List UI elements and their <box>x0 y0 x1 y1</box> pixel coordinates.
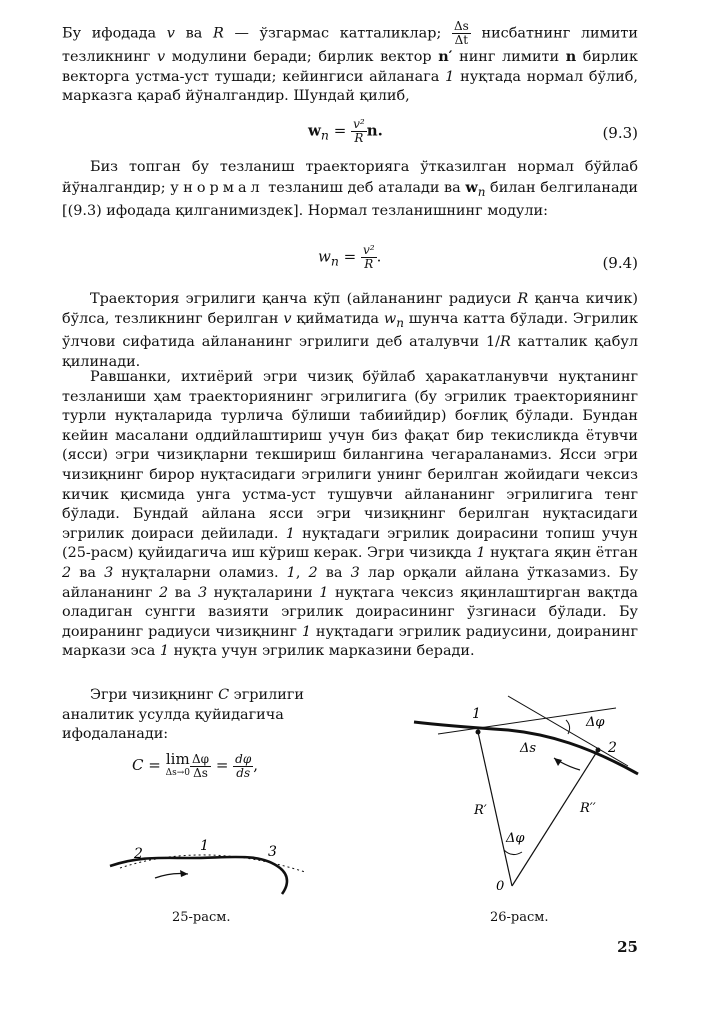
eq-sign: = <box>338 247 362 266</box>
text: билан белгиланади [(9.3) ифодада қилганимиздек]. Нормал тезланишнинг модули: <box>62 179 639 220</box>
fraction-numerator: dφ <box>235 751 252 766</box>
text: нуқта учун эгрилик марказини беради. <box>169 643 475 660</box>
fraction-numerator: Δs <box>453 19 469 33</box>
symbol-R: R <box>499 334 511 351</box>
equation-label-9-3: (9.3) <box>602 124 638 142</box>
symbol-C: C <box>218 687 230 703</box>
text: нуқталарни оламиз. <box>113 564 287 581</box>
point-1: 1 <box>445 68 455 85</box>
fraction-denominator: Δs <box>193 765 208 780</box>
symbol-v: v <box>156 49 166 65</box>
text: Траектория эгрилиги қанча кўп (айлананинг радиуси <box>90 291 518 307</box>
limit-word: lim <box>165 750 190 768</box>
text: нуқтага чексиз яқинлаштирган вақтда оладиган сунгги вазияти эгрилик доирасининг ўзгинаси бўлади. Бу доиранинг радиуси чизиқнинг <box>62 584 639 640</box>
text: Эгри чизиқнинг <box>90 687 219 703</box>
text: нуқтадаги эгрилик доирасини топиш учун (25-расм) қуйидагича иш кўриш керак. Эгри чизиқда <box>62 525 638 562</box>
limit <box>166 752 190 780</box>
eq-den: R <box>354 131 364 145</box>
point-2-marker <box>596 748 601 753</box>
eq-sign: = <box>211 756 234 774</box>
eq-tail: , <box>253 756 259 774</box>
fraction-numerator: Δφ <box>191 751 210 766</box>
point-3: 3 <box>197 584 208 601</box>
text: Равшанки, ихтиёрий эгри чизиқ бўйлаб ҳаракатланувчи нуқтанинг тезланиши ҳам траекториянинг эгрилигига (бу эгрилик траекториянинг турли нуқталарида турлича бўлиши табиийдир) боғлиқ бўлади. Бундан кейин масалани оддийлаштириш учун биз фақат бир текисликда ётувчи (ясси) эгри чизиқларни текшириш билангина чегараланамиз. Ясси эгри чизиқнинг бирор нуқтасидаги эгрилиги унинг берилган жойидаги чексиз кичик қисмида унга устма-уст тушувчи айлананинг эгрилигига тенг бўлади. Бундай айлана ясси эгри чизиқнинг берилган нуқтасидаги эгрилик доираси дейилади. <box>62 369 638 542</box>
fig25-label-1: 1 <box>200 838 209 854</box>
text: , <box>295 564 309 581</box>
symbol-n-prime: n′ <box>438 48 453 65</box>
symbol-v: v <box>283 310 292 327</box>
text: бирлик векторга устма-уст тушади; кейингиси айланага <box>62 49 638 85</box>
text: шунча катта бўлади. Эгрилик ўлчови сифатида айлананинг эгрилиги деб аталувчи 1/ <box>62 310 638 351</box>
limit-subscript: Δs→0 <box>165 768 190 778</box>
fig25-label-2: 2 <box>134 846 143 862</box>
fig25-label-3: 3 <box>268 844 277 860</box>
figure-25 <box>100 830 310 910</box>
symbol-w: w <box>383 310 397 327</box>
point-2: 2 <box>62 564 72 581</box>
fig26-label-dphi-top: Δφ <box>586 715 605 730</box>
paragraph-1 <box>62 20 638 107</box>
point-3: 3 <box>350 564 360 581</box>
page-number: 25 <box>617 938 638 956</box>
text: нисбатнинг лимити тезликнинг <box>62 25 638 65</box>
symbol-R: R <box>212 25 224 42</box>
point-1-marker <box>476 730 481 735</box>
spaced-term: нормал <box>183 179 264 196</box>
fig26-label-1: 1 <box>472 706 481 722</box>
symbol-w: w <box>465 178 478 196</box>
text: Бу ифодада <box>62 25 167 42</box>
eq-sub: n <box>330 253 339 269</box>
fig26-label-ds: Δs <box>520 741 537 756</box>
symbol-n: n <box>565 48 577 65</box>
formula-C: C <box>132 756 144 774</box>
point-2: 2 <box>308 564 318 581</box>
equation-label-9-4: (9.4) <box>602 254 638 272</box>
fraction-denominator: ds <box>236 765 251 780</box>
eq-sign: = <box>143 756 166 774</box>
text: нинг лимити <box>452 49 566 65</box>
fraction-denominator: Δt <box>454 33 469 47</box>
point-2: 2 <box>158 584 169 601</box>
eq-rhs: . <box>376 247 382 266</box>
eq-num: v² <box>363 243 375 257</box>
radius-2 <box>512 750 598 886</box>
figure-26-caption: 26-расм. <box>490 910 549 925</box>
eq-num: v² <box>353 117 365 131</box>
eq-lhs: w <box>318 247 331 266</box>
text: нуқтада нормал бўлиб, марказга қараб йўналгандир. Шундай қилиб, <box>62 68 638 105</box>
eq-sign: = <box>328 121 352 140</box>
curvature-formula <box>132 752 258 780</box>
text: — ўзгармас катталиклар; <box>223 25 452 42</box>
eq-fraction <box>361 244 377 271</box>
fig26-label-dphi-center: Δφ <box>506 831 525 846</box>
text: ва <box>168 584 198 601</box>
point-1: 1 <box>301 623 312 640</box>
point-3: 3 <box>104 564 114 581</box>
symbol-v: v <box>166 25 175 42</box>
subscript: n <box>396 315 404 330</box>
eq-sub: n <box>320 127 329 143</box>
fig26-label-2: 2 <box>608 740 617 756</box>
figure-25-caption: 25-расм. <box>172 910 231 925</box>
curve <box>110 857 287 894</box>
text: ва <box>71 564 105 581</box>
text: қанча кичик) бўлса, тезликнинг берилган <box>62 291 638 327</box>
text: катталик қабул қилинади. <box>62 334 638 370</box>
paragraph-5 <box>62 686 346 745</box>
text: лар орқали айлана ўтказамиз. Бу айлананинг <box>62 564 638 601</box>
text: эгрилиги аналитик усулда қуйидагича ифодаланади: <box>62 687 304 743</box>
fraction-dphi-ds <box>190 753 211 780</box>
text: нуқтадаги эгрилик радиусини, доиранинг маркази эса <box>62 623 638 660</box>
figure-26 <box>408 690 648 900</box>
fraction-dphi-ds-diff <box>233 753 253 780</box>
text: нуқтага яқин ётган <box>485 545 638 562</box>
eq-den: R <box>364 257 374 271</box>
fig26-label-o: 0 <box>496 879 505 894</box>
eq-fraction <box>351 118 367 145</box>
text: ва <box>174 25 213 42</box>
point-1: 1 <box>159 643 170 660</box>
fig26-label-r1: R′ <box>474 803 487 818</box>
equation-9-3 <box>308 118 383 145</box>
text: қийматида <box>291 310 384 327</box>
fig26-label-r2: R′′ <box>580 801 596 816</box>
text: тезланиш деб аталади ва <box>263 179 466 196</box>
text: модулини беради; бирлик вектор <box>165 49 439 65</box>
point-1: 1 <box>476 545 486 562</box>
point-1: 1 <box>285 525 295 542</box>
angle-arc-center <box>504 850 522 855</box>
arrow-head <box>180 870 188 877</box>
text: ва <box>317 564 351 581</box>
paragraph-4 <box>62 368 638 662</box>
angle-arc-top <box>566 720 570 734</box>
equation-9-4 <box>318 244 381 271</box>
eq-rhs: n. <box>366 121 383 140</box>
text: Биз топган бу тезланиш траекторияга ўтказилган нормал бўйлаб йўналгандир; у <box>62 159 638 196</box>
point-1: 1 <box>286 564 296 581</box>
paragraph-3 <box>62 290 638 372</box>
fraction-ds-dt <box>452 20 471 47</box>
paragraph-2 <box>62 158 638 222</box>
symbol-R: R <box>517 291 529 307</box>
point-1: 1 <box>319 584 329 601</box>
subscript: n <box>477 184 486 199</box>
text: нуқталарини <box>207 584 320 601</box>
eq-lhs: w <box>308 121 321 140</box>
